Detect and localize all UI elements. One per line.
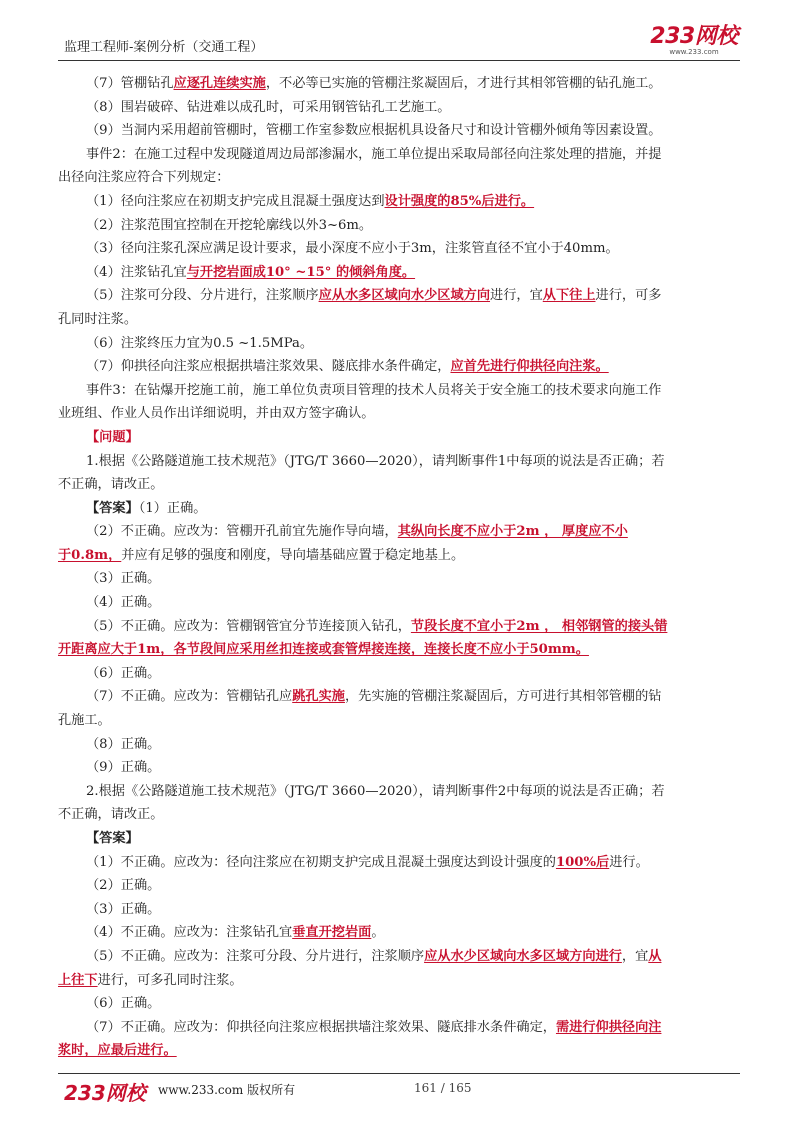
text-line [58, 733, 740, 757]
text-segment: （5）注浆可分段、分片进行，注浆顺序 [86, 288, 319, 304]
text-segment: 孔施工。 [58, 713, 111, 729]
text-segment: 事件3：在钻爆开挖施工前，施工单位负责项目管理的技术人员将关于安全施工的技术要求向施工作 [86, 382, 662, 398]
highlighted-text: 开距离应大于1m，各节段间应采用丝扣连接或套管焊接连接，连接长度不应小于50mm。 [58, 642, 589, 658]
text-segment: 孔同时注浆。 [58, 311, 138, 327]
text-segment: （7）管棚钻孔 [86, 76, 174, 91]
text-line [58, 96, 740, 120]
brand-logo [648, 26, 740, 56]
text-line [58, 615, 740, 639]
highlighted-text: 跳孔实施 [292, 689, 345, 705]
text-segment: （8）正确。 [86, 736, 161, 752]
text-line [58, 709, 740, 733]
text-line [58, 851, 740, 875]
text-segment: （8）围岩破碎、钻进难以成孔时，可采用钢管钻孔工艺施工。 [86, 99, 451, 115]
logo-url: www.233.com [669, 48, 719, 56]
text-line [58, 992, 740, 1016]
highlighted-text: 于0.8m， [58, 547, 122, 563]
highlighted-text: 应从水少区域向水多区域方向进行 [424, 948, 622, 964]
text-line [58, 119, 740, 143]
highlighted-text: 应从水多区域向水少区域方向 [318, 288, 491, 304]
text-segment: （9）当洞内采用超前管棚时，管棚工作室参数应根据机具设备尺寸和设计管棚外倾角等因素设置。 [86, 123, 662, 139]
text-line [58, 756, 740, 780]
highlighted-text: 其纵向长度不应小于2m ， 厚度应不小 [397, 524, 628, 540]
text-line [58, 969, 740, 993]
text-segment: （3）正确。 [86, 901, 161, 917]
text-line [58, 591, 740, 615]
text-segment: （6）正确。 [86, 665, 161, 681]
text-line [58, 685, 740, 709]
text-segment: 进行。 [609, 854, 649, 870]
text-segment: （3）正确。 [86, 571, 161, 587]
text-segment: （5）不正确。应改为：管棚钢管宜分节连接顶入钻孔， [86, 618, 411, 634]
highlighted-text: 垂直开挖岩面 [292, 925, 372, 941]
text-segment: 不正确，请改正。 [58, 807, 164, 823]
highlighted-text: 100%后 [555, 854, 610, 870]
text-line [58, 237, 740, 261]
page-header [58, 26, 740, 58]
copyright-text: www.233.com 版权所有 [158, 1083, 296, 1097]
text-segment: （7）仰拱径向注浆应根据拱墙注浆效果、隧底排水条件确定， [86, 359, 451, 375]
text-line [58, 166, 740, 190]
text-line [58, 332, 740, 356]
highlighted-text: 从下往上 [542, 288, 596, 304]
text-segment: （6）正确。 [86, 996, 161, 1012]
highlighted-text: 从 [648, 948, 662, 964]
text-line [58, 190, 740, 214]
text-line [58, 355, 740, 379]
text-segment: 。 [371, 925, 385, 941]
text-segment: 业班组、作业人员作出详细说明，并由双方签字确认。 [58, 406, 375, 422]
text-line [58, 874, 740, 898]
document-body [58, 72, 740, 1063]
highlighted-text: 需进行仰拱径向注 [555, 1019, 662, 1035]
text-line [58, 426, 740, 450]
text-segment: （1）径向注浆应在初期支护完成且混凝土强度达到 [86, 193, 385, 209]
text-segment: （4）正确。 [86, 595, 161, 611]
text-line [58, 544, 740, 568]
text-line [58, 450, 740, 474]
text-segment: （5）不正确。应改为：注浆可分段、分片进行，注浆顺序 [86, 948, 425, 964]
text-line [58, 497, 740, 521]
highlighted-text: 与开挖岩面成10° ~15° 的倾斜角度。 [186, 264, 416, 280]
text-segment: （2）正确。 [86, 878, 161, 894]
highlighted-text: 上往下 [58, 972, 98, 988]
logo-text: 233网校 [650, 24, 738, 49]
text-line [58, 921, 740, 945]
document-title: 监理工程师-案例分析（交通工程） [64, 40, 264, 55]
answer-label: 【答案】 [86, 831, 139, 846]
highlighted-text: 设计强度的85%后进行。 [384, 193, 535, 209]
page-footer [58, 1077, 740, 1107]
text-line [58, 1016, 740, 1040]
text-segment: （1）不正确。应改为：径向注浆应在初期支护完成且混凝土强度达到设计强度的 [86, 854, 556, 870]
text-line [58, 214, 740, 238]
text-line [58, 780, 740, 804]
text-line [58, 473, 740, 497]
text-line [58, 803, 740, 827]
text-segment: 进行，可多 [595, 288, 662, 304]
text-line [58, 945, 740, 969]
text-segment: 出径向注浆应符合下列规定： [58, 170, 230, 186]
text-line [58, 402, 740, 426]
text-line [58, 379, 740, 403]
page-number: 161 / 165 [414, 1081, 472, 1095]
text-segment: （2）不正确。应改为：管棚开孔前宜先施作导向墙， [86, 524, 398, 540]
text-segment: ，先实施的管棚注浆凝固后，方可进行其相邻管棚的钻 [344, 689, 662, 705]
text-line [58, 284, 740, 308]
text-segment: ，不必等已实施的管棚注浆凝固后，才进行其相邻管棚的钻孔施工。 [265, 76, 662, 91]
highlighted-text: 应逐孔连续实施 [173, 76, 266, 91]
text-segment: （6）注浆终压力宜为0.5 ~1.5MPa。 [86, 335, 314, 351]
highlighted-text: 浆时，应最后进行。 [58, 1043, 177, 1059]
text-segment: 进行，宜 [490, 288, 543, 304]
text-line [58, 261, 740, 285]
header-divider [58, 60, 740, 61]
highlighted-text: 节段长度不宜小于2m ， 相邻钢管的接头错 [410, 618, 668, 634]
text-segment: 并应有足够的强度和刚度，导向墙基础应置于稳定地基上。 [121, 547, 465, 563]
text-line [58, 520, 740, 544]
answer-label: 【答案】 [86, 500, 139, 516]
text-line [58, 567, 740, 591]
text-segment: ，宜 [621, 948, 649, 964]
text-line [58, 308, 740, 332]
text-segment: 不正确，请改正。 [58, 477, 164, 493]
footer-divider [58, 1073, 740, 1074]
text-segment: 1.根据《公路隧道施工技术规范》（JTG/T 3660—2020），请判断事件1中每项的说法是否正确；若 [86, 453, 665, 469]
text-line [58, 827, 740, 851]
question-heading: 【问题】 [86, 429, 139, 445]
text-segment: （7）不正确。应改为：仰拱径向注浆应根据拱墙注浆效果、隧底排水条件确定， [86, 1019, 556, 1035]
text-segment: （9）正确。 [86, 760, 161, 776]
text-segment: （7）不正确。应改为：管棚钻孔应 [86, 689, 293, 705]
text-segment: （4）注浆钻孔宜 [86, 264, 187, 280]
text-segment: 事件2：在施工过程中发现隧道周边局部渗漏水，施工单位提出采取局部径向注浆处理的措施，并提 [86, 146, 662, 162]
text-segment: （3）径向注浆孔深应满足设计要求，最小深度不应小于3m，注浆管直径不宜小于40mm。 [86, 241, 619, 257]
text-line [58, 72, 740, 96]
text-line [58, 638, 740, 662]
text-line [58, 662, 740, 686]
text-segment: （2）注浆范围宜控制在开挖轮廓线以外3~6m。 [86, 217, 373, 233]
text-line [58, 898, 740, 922]
footer-logo: 233网校 [64, 1081, 146, 1105]
text-segment: 进行，可多孔同时注浆。 [97, 972, 243, 988]
text-line [58, 143, 740, 167]
text-segment: 2.根据《公路隧道施工技术规范》（JTG/T 3660—2020），请判断事件2中每项的说法是否正确；若 [86, 783, 665, 799]
text-line [58, 1039, 740, 1063]
text-segment: （1）正确。 [138, 500, 207, 516]
text-segment: （4）不正确。应改为：注浆钻孔宜 [86, 925, 293, 941]
highlighted-text: 应首先进行仰拱径向注浆。 [450, 359, 609, 375]
